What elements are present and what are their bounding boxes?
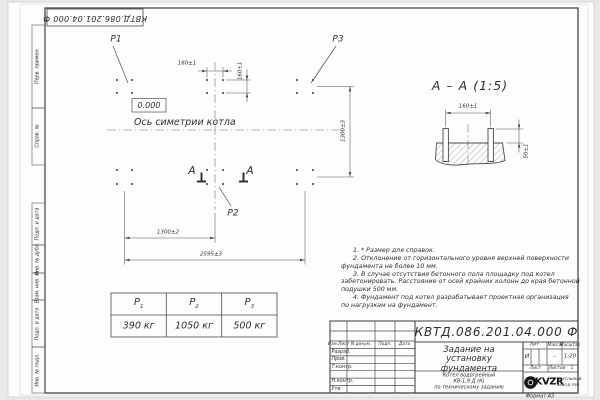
titleblock-row-razrab: Разраб. (331, 348, 351, 355)
titleblock-lit-label: Лит. (529, 342, 541, 348)
dim-label-160-vertical: 160±1 (237, 61, 244, 81)
note-line: по нагрузкам на фундамент. (341, 301, 438, 309)
section-letter-left: А (188, 164, 196, 177)
note-line: фундамента не более 10 мм. (341, 262, 438, 270)
note-line: 4. Фундамент под котел разрабатывает проектная организация (353, 294, 569, 302)
titleblock-title-line1: Задание на (443, 344, 495, 355)
load-table-value-p1: 390 кг (122, 320, 155, 332)
sidebar-label-inv-podl: Инв. № подл. (35, 353, 41, 387)
load-table-value-p2: 1050 кг (175, 320, 213, 332)
titleblock-sheet-label: Лист (529, 365, 542, 371)
titleblock-mass-value: - (553, 353, 556, 360)
dim-label-1300-right: 1300±3 (340, 119, 347, 143)
doc-number-top-stamp: КВТД.086.201.04.000 Ф (42, 13, 148, 23)
titleblock-mass-label: Масса (547, 342, 562, 348)
format-label: Формат А3 (525, 393, 555, 399)
symmetry-axis-label: Ось симетрии котла (134, 117, 236, 128)
titleblock-title-line2: установку (446, 353, 492, 364)
titleblock-sheets-label: Листов (548, 365, 566, 371)
titleblock-lit-value: И (524, 353, 530, 360)
note-line: 3. В случае отсутствия бетонного пола площадку под котел (353, 270, 555, 278)
titleblock-row-tkontr: Т.контр. (331, 363, 353, 370)
titleblock-row-prov: Пров. (331, 356, 346, 363)
titleblock-sheets-value: 1 (570, 365, 574, 371)
dim-label-2595: 2595±3 (199, 250, 223, 257)
titleblock-col-sign: Подп. (378, 341, 392, 347)
section-letter-right: А (246, 164, 254, 177)
titleblock-product-line1: Котел водогрейный (442, 372, 496, 378)
sidebar-label-vzam-inv: Взам. инв. № (35, 270, 41, 303)
dim-label-1300-bottom: 1300±2 (156, 228, 180, 235)
dim-label-160-horizontal: 160±1 (177, 60, 197, 67)
kvzr-logo-text: KVZR (534, 376, 564, 388)
load-table-header-p2: $P_2$ (189, 296, 199, 310)
section-dim-160: 160±1 (458, 103, 478, 110)
load-point-label-p3: P3 (332, 34, 344, 45)
titleblock-product-line3: по техническому заданию (434, 384, 504, 391)
titleblock-row-utv: Утв. (331, 385, 342, 392)
kvzr-logo-sub2: ЗАВОД РЭП (556, 381, 580, 387)
section-dim-50: 50±1 (523, 143, 530, 159)
load-table-header-p1: $P_1$ (133, 296, 144, 310)
titleblock-product-line2: КВ-1,9 Д (К) (453, 378, 485, 384)
titleblock-title-line3: фундамента (440, 363, 498, 374)
sidebar-label-podp-data-2: Подп. и дата (35, 307, 41, 340)
elevation-label: 0.000 (137, 100, 161, 110)
sidebar-label-inv-dubl: Инв. № дубл. (35, 242, 41, 276)
titleblock-scale-value: 1:20 (563, 353, 577, 360)
technical-notes (341, 247, 589, 310)
load-table-value-p3: 500 кг (233, 320, 266, 332)
titleblock-scale-label: Масштаб (559, 342, 581, 348)
sidebar-label-podp-data-1: Подп. и дата (35, 207, 41, 241)
note-line: 2. Отклонение от горизонтального уровня верхней поверхности (353, 254, 569, 262)
titleblock-doc-number: КВТД.086.201.04.000 Ф (414, 324, 579, 339)
load-table-header-p3: $P_3$ (244, 296, 255, 310)
load-point-label-p1: P1 (110, 34, 122, 45)
note-line: забетонировать. Расстояние от осей крайних колонн до края бетонной (341, 278, 580, 286)
titleblock-row-nkontr: Н.контр. (331, 378, 354, 385)
note-line: 1. * Размер для справок. (353, 247, 435, 254)
sidebar-label-perv-primen: Перв. примен. (35, 47, 41, 85)
titleblock-col-doc: N докум. (350, 341, 372, 347)
load-point-label-p2: P2 (227, 208, 239, 219)
sidebar-label-sprav-n: Справ. № (35, 124, 41, 148)
section-view-title: А – А (1:5) (431, 77, 509, 93)
titleblock-col-date: Дата (398, 341, 411, 347)
kvzr-logo-sub1: КОТЕЛЬНЫЙ (556, 376, 582, 382)
titleblock-col-izm: Изм.Лист (327, 341, 350, 347)
note-line: подушки 500 мм. (341, 286, 399, 294)
